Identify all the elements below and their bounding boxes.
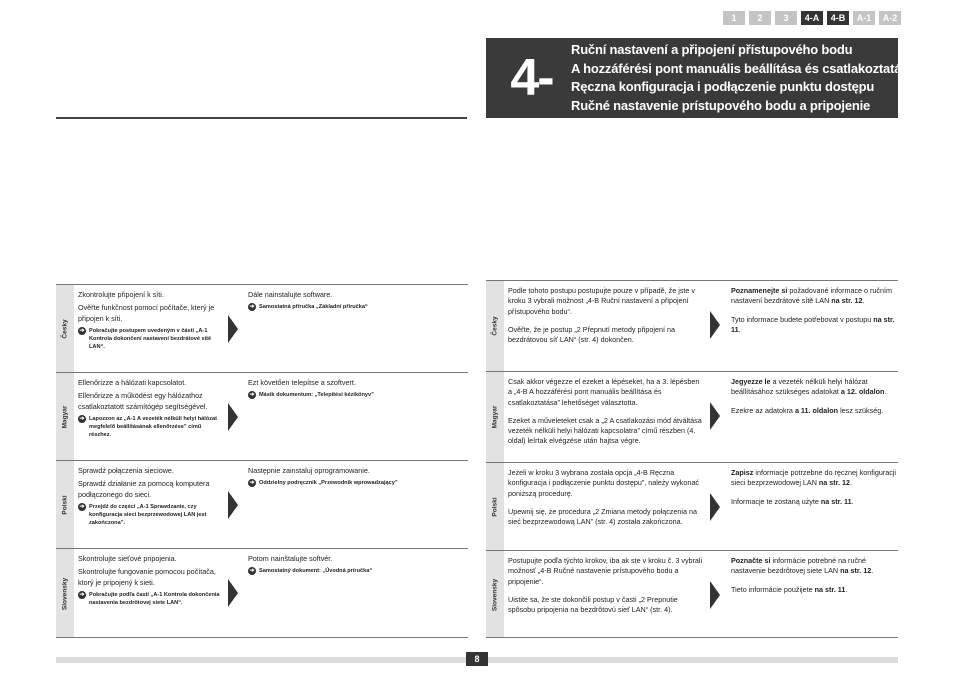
precondition-column: Podle tohoto postupu postupujte pouze v případě, že jste v kroku 3 vybrali možnost „4-B Ruční nastavení a připojení přístupového bodu“. Ověřte, že je postup „2 Přepnutí metody připojení na bezdrátovou síť LAN“ (str. 4) dokončen. [508,286,696,345]
right-row-cs [486,280,898,371]
title-sk: Ručné nastavenie prístupového bodu a pripojenie [571,97,871,113]
precondition-column: Csak akkor végezze el ezeket a lépéseket, ha a 3. lépésben a „4-B A hozzáférési pont manuális beállítása és csatlakoztatása” lehetőséget választotta. Ezeket a műveleteket csak a „2 A csatlakozási mód átváltása vezeték nélküli helyi hálózati kapcsolatra” című részben (4. oldal) leírtak elvégzése után hajtsa végre. [508,377,702,446]
tab-4a[interactable]: 4-A [801,11,823,25]
reference-note: ➔ Pokračujte podľa časti „A-1 Kontrola dokončenia nastavenia bezdrôtovej siete LAN“. [79,591,220,606]
lang-tab: Česky [486,281,504,371]
next-column: Następnie zainstaluj oprogramowanie. ➔ Oddzielny podręcznik „Przewodnik wprowadzający” [248,466,398,487]
left-row-cs [56,284,468,372]
record-column: Poznačte si informácie potrebné na ručné nastavenie bezdrôtovej siete LAN na str. 12. Tieto informácie použijete na str. 11. [731,556,874,594]
left-row-pl [56,460,468,548]
arrow-right-icon: ➔ [79,415,85,422]
left-row-sk [56,548,468,638]
step-arrow-icon [710,493,720,521]
tab-2[interactable]: 2 [749,11,771,25]
check-column: Sprawdź połączenia sieciowe. Sprawdź działanie za pomocą komputera podłączonego do sieci. ➔ Przejdź do części „A-1 Sprawdzanie, czy konfiguracja sieci bezprzewodowej LAN jest zakończona”. [78,466,221,527]
lang-tab: Magyar [56,373,74,460]
section-code: 4-B [510,49,553,171]
reference-note: ➔ Samostatný dokument: „Úvodná príručka“ [249,568,373,575]
right-table-bottom [486,637,898,638]
left-row-hu [56,372,468,460]
arrow-right-icon: ➔ [249,480,255,487]
step-arrow-icon [228,491,238,519]
next-column: Potom nainštalujte softvér. ➔ Samostatný dokument: „Úvodná príručka“ [248,554,398,575]
reference-note: ➔ Samostatná příručka „Základní příručka“ [249,304,368,311]
lang-tab: Slovensky [486,551,504,638]
page-number: 8 [466,652,488,666]
record-column: Jegyezze le a vezeték nélküli helyi hálózat beállításához szükséges adatokat a 12. oldalon. Ezekre az adatokra a 11. oldalon lesz szükség. [731,377,887,415]
arrow-right-icon: ➔ [79,503,85,510]
tab-a2[interactable]: A-2 [879,11,901,25]
next-column: Dále nainstalujte software. ➔ Samostatná příručka „Základní příručka“ [248,290,398,311]
precondition-column: Postupujte podľa týchto krokov, iba ak ste v kroku č. 3 vybrali možnosť „4-B Ručné nastavenie prístupového bodu a pripojenie“. Uistite sa, že ste dokončili postup v časti „2 Prepnutie spôsobu pripojenia na bezdrôtovú sieť LAN“ (str. 4). [508,556,703,615]
precondition-column: Jeżeli w kroku 3 wybrana została opcja „4-B Ręczna konfiguracja i podłączenie punktu dostępu”, należy wykonać poniższą procedurę. Upewnij się, że procedura „2 Zmiana metody połączenia na sieć bezprzewodową LAN” (str. 4) została zakończona. [508,468,699,527]
header-divider [56,117,467,119]
reference-note: ➔ Lapozzon az „A-1 A vezeték nélküli helyi hálózat megfelelő beállításának ellenőrzése” című részhez. [79,415,217,438]
arrow-right-icon: ➔ [249,392,255,399]
tab-1[interactable]: 1 [723,11,745,25]
record-column: Zapisz informacje potrzebne do ręcznej konfiguracji sieci bezprzewodowej LAN na str. 12. Informacje te zostaną użyte na str. 11. [731,468,897,506]
title-cs: Ruční nastavení a připojení přístupového bodu [571,42,853,57]
left-table-bottom [56,637,468,638]
title-hu: A hozzáférési pont manuális beállítása és csatlakoztatása [571,60,916,76]
right-row-pl [486,462,898,550]
step-arrow-icon [710,311,720,339]
reference-note: ➔ Másik dokumentum: „Telepítési kézikönyv” [249,392,374,399]
record-column: Poznamenejte si požadované informace o ručním nastavení bezdrátové sítě LAN na str. 12. Tyto informace budete potřebovat v postupu na str. 11. [731,286,895,334]
step-arrow-icon [710,581,720,609]
lang-tab: Polski [56,461,74,548]
right-row-sk [486,550,898,638]
step-arrow-icon [228,403,238,431]
lang-tab: Česky [56,285,74,372]
arrow-right-icon: ➔ [249,304,255,311]
step-arrow-icon [228,315,238,343]
check-column: Skontrolujte sieťové pripojenia. Skontrolujte fungovanie pomocou počítača, ktorý je pripojený k sieti. ➔ Pokračujte podľa časti „A-1 Kontrola dokončenia nastavenia bezdrôtovej siete LAN“. [78,554,220,606]
check-column: Zkontrolujte připojení k síti. Ověřte funkčnost pomocí počítače, který je připojen k síti. ➔ Pokračujte postupem uvedeným v části „A-1 Kontrola dokončení nastavení bezdrátové sítě LAN“. [78,290,221,351]
step-arrow-icon [228,579,238,607]
lang-tab: Polski [486,463,504,550]
reference-note: ➔ Oddzielny podręcznik „Przewodnik wprowadzający” [249,480,398,487]
section-header [486,38,916,171]
right-row-hu [486,371,898,462]
tab-3[interactable]: 3 [775,11,797,25]
tab-a1[interactable]: A-1 [853,11,875,25]
arrow-right-icon: ➔ [249,568,255,575]
section-titles [571,41,915,115]
check-column: Ellenőrizze a hálózati kapcsolatot. Ellenőrizze a működést egy hálózathoz csatlakoztatott számítógép segítségével. ➔ Lapozzon az „A-1 A vezeték nélküli helyi hálózat megfelelő beállításának ellenőrzése” című részhez. [78,378,221,439]
section-tabs [723,11,901,25]
lang-tab: Slovensky [56,549,74,638]
title-pl: Ręczna konfiguracja i podłączenie punktu dostępu [571,79,875,94]
step-arrow-icon [710,402,720,430]
tab-4b[interactable]: 4-B [827,11,849,25]
lang-tab: Magyar [486,372,504,462]
reference-note: ➔ Pokračujte postupem uvedeným v části „A-1 Kontrola dokončení nastavení bezdrátové sítě LAN“. [79,327,212,350]
next-column: Ezt követően telepítse a szoftvert. ➔ Másik dokumentum: „Telepítési kézikönyv” [248,378,398,399]
reference-note: ➔ Przejdź do części „A-1 Sprawdzanie, czy konfiguracja sieci bezprzewodowej LAN jest zakończona”. [79,503,207,526]
arrow-right-icon: ➔ [79,591,85,598]
arrow-right-icon: ➔ [79,327,85,334]
